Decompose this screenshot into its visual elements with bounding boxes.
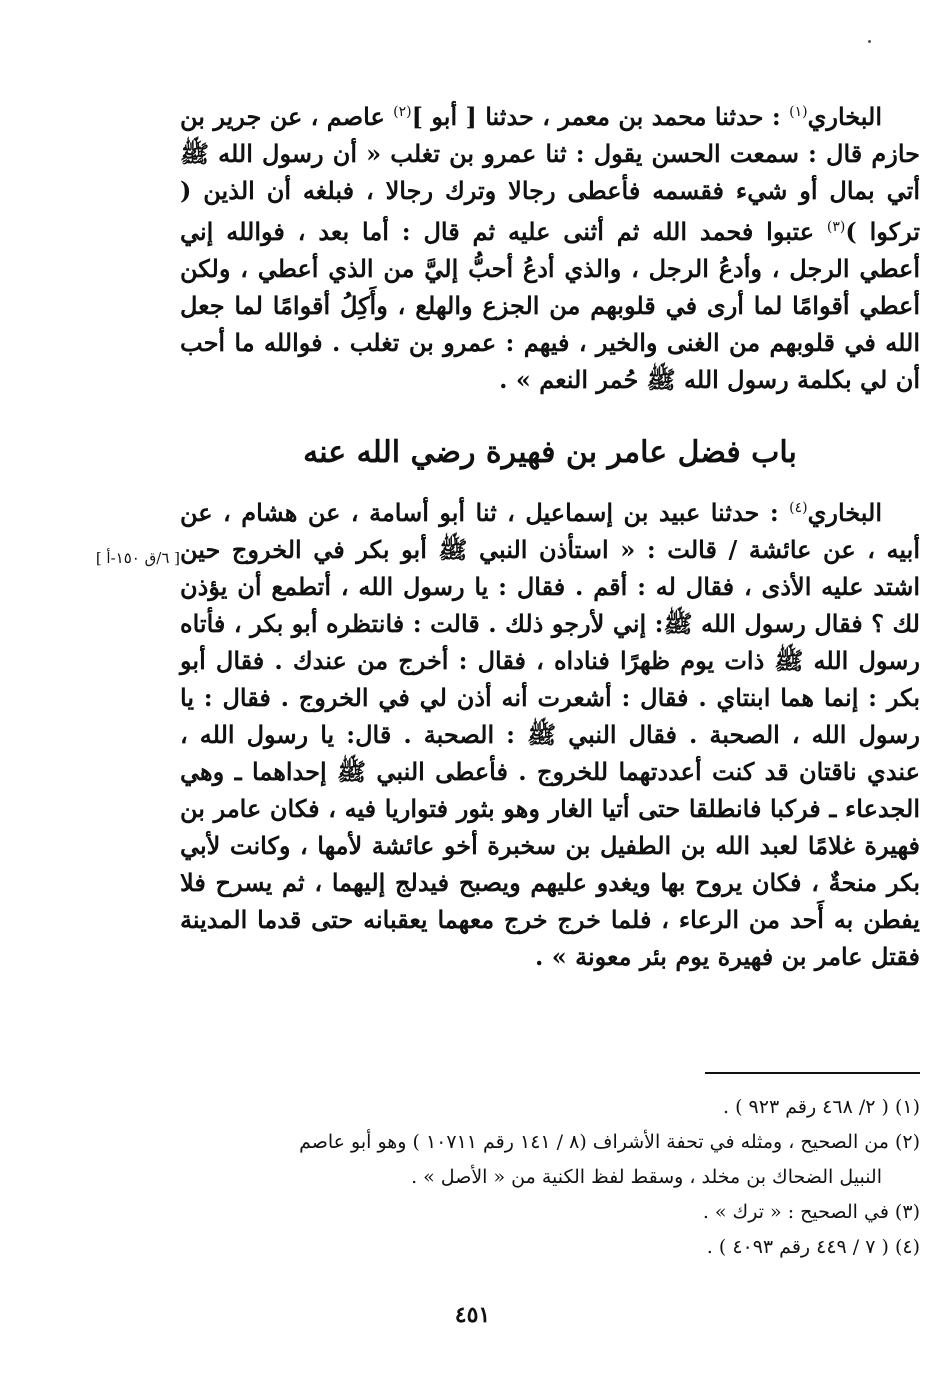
paragraph-text: : حدثنا محمد بن معمر ، حدثنا [ أبو ] [411, 102, 790, 131]
hadith-paragraph-1 [180, 94, 920, 398]
paragraph-text: عتبوا فحمد الله ثم أثنى عليه ثم قال : أما بعد ، فوالله إني أعطي الرجل ، وأدعُ الرجل ، والذي أدعُ أحبُّ إليَّ من الذي أعطي ، ولكن أعطي أقوامًا لما أرى في قلوبهم من الجزع والهلع ، وأَكِلُ أقوامًا لما جعل الله في قلوبهم من الغنى والخير ، فيهم : عمرو بن تغلب . فوالله ما أحب أن لي بكلمة رسول الله ﷺ حُمر النعم » . [180, 217, 920, 394]
source-name: البخاري [807, 102, 883, 131]
manuscript-margin-reference: [ ٦/ق ١٥٠-أ ] [95, 549, 180, 567]
footnote-divider [705, 1072, 920, 1074]
footnote-2: (٢) من الصحيح ، ومثله في تحفة الأشراف (٨ / ١٤١ رقم ١٠٧١١ ) وهو أبو عاصم [299, 1131, 920, 1153]
hadith-paragraph-2 [180, 490, 920, 975]
footnote-marker-3[interactable]: (٣) [826, 219, 846, 235]
footnote-marker-1[interactable]: (١) [789, 104, 808, 120]
footnote-marker-4[interactable]: (٤) [789, 500, 808, 516]
chapter-heading: باب فضل عامر بن فهيرة رضي الله عنه [303, 435, 797, 470]
footnote-1: (١) ( ٢/ ٤٦٨ رقم ٩٢٣ ) . [723, 1096, 920, 1118]
footnote-4: (٤) ( ٧ / ٤٤٩ رقم ٤٠٩٣ ) . [706, 1236, 920, 1258]
page-number: ٤٥١ [454, 1302, 491, 1328]
footnote-2-continued: النبيل الضحاك بن مخلد ، وسقط لفظ الكنية من « الأصل » . [411, 1166, 882, 1188]
footnote-marker-2[interactable]: (٢) [393, 104, 412, 120]
footnote-3: (٣) في الصحيح : « ترك » . [702, 1201, 920, 1223]
paragraph-text: عاصم ، عن جرير بن حازم قال : سمعت الحسن يقول : ثنا عمرو بن تغلب « أن رسول الله ﷺ أتي بمال أو شيء فقسمه فأعطى رجالا وترك رجالا ، فبلغه أن الذين ( تركوا ) [180, 102, 921, 246]
footnotes [180, 1090, 920, 1265]
paragraph-text: : حدثنا عبيد بن إسماعيل ، ثنا أبو أسامة ، عن هشام ، عن أبيه ، عن عائشة / قالت : « استأذن النبي ﷺ أبو بكر في الخروج حين اشتد عليه الأذى ، فقال له : أقم . فقال : يا رسول الله ، أتطمع أن يؤذن لك ؟ فقال رسول الله ﷺ: إني لأرجو ذلك . قالت : فانتظره أبو بكر ، فأتاه رسول الله ﷺ ذات يوم ظهرًا فناداه ، فقال : أخرج من عندك . فقال أبو بكر : إنما هما ابنتاي . فقال : أشعرت أنه أذن لي في الخروج . فقال : يا رسول الله ، الصحبة . فقال النبي ﷺ : الصحبة . قال: يا رسول الله ، عندي ناقتان قد كنت أعددتهما للخروج . فأعطى النبي ﷺ إحداهما ـ وهي الجدعاء ـ فركبا فانطلقا حتى أتيا الغار وهو بثور فتواريا فيه ، فكان عامر بن فهيرة غلامًا لعبد الله بن الطفيل بن سخبرة أخو عائشة لأمها ، وكانت لأبي بكر منحةٌ ، فكان يروح بها ويغدو عليهم ويصبح فيدلج إليهما ، ثم يسرح فلا يفطن به أَحد من الرعاء ، فلما خرج خرج معهما يعقبانه حتى قدما المدينة فقتل عامر بن فهيرة يوم بئر معونة » . [180, 498, 920, 971]
scan-speck [868, 40, 871, 43]
source-name: البخاري [807, 498, 882, 527]
